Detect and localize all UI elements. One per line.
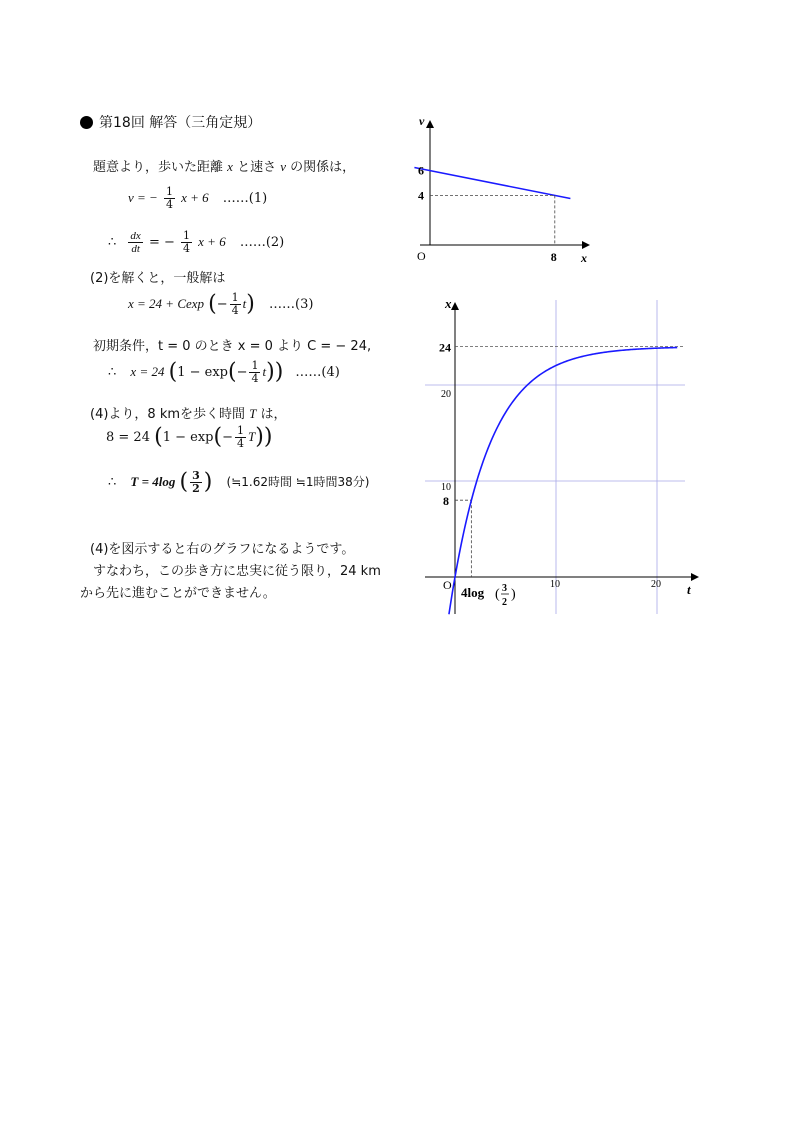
- velocity-distance-chart: [405, 110, 605, 270]
- t-tick-20: 20: [651, 579, 661, 590]
- eq3-lhs: x = 24 + Cexp: [128, 296, 205, 311]
- eq2-mid: = −: [148, 235, 175, 250]
- velocity-line: [414, 168, 570, 199]
- para-line-2: すなわち，この歩き方に忠実に従う限り，24 km: [93, 564, 381, 579]
- distance-time-chart: [415, 292, 705, 620]
- eq3-tag: ……(3): [269, 297, 314, 312]
- eq5-paren-open2: (: [213, 424, 223, 450]
- eq6-therefore: ∴: [108, 475, 117, 490]
- eq3-minus: −: [216, 297, 228, 312]
- eq3-fraction: [230, 292, 241, 317]
- time-line: [90, 405, 287, 424]
- eq4-paren-open: (: [168, 359, 178, 385]
- eq6-paren-close: ): [203, 469, 213, 495]
- eq3-num: 1: [231, 291, 239, 304]
- eq6-den: 2: [192, 482, 200, 495]
- x-axis-label: x: [581, 251, 587, 265]
- eq2-tag: ……(2): [239, 235, 285, 250]
- t-axis-label: t: [687, 582, 691, 597]
- x-tick-20: 20: [441, 389, 451, 400]
- eq5-inner: 1 − exp: [162, 430, 214, 445]
- eq5-paren-close: )): [255, 424, 273, 450]
- equation-3: [128, 292, 313, 317]
- eq1-num: 1: [165, 185, 173, 198]
- x-tick-24: 24: [439, 340, 451, 355]
- x-tick-8: 8: [550, 250, 557, 264]
- equation-1: [128, 186, 267, 211]
- eq2-num2: 1: [183, 229, 191, 242]
- eq2-num: dx: [130, 230, 141, 242]
- v-tick-4: 4: [418, 188, 424, 203]
- v-axis-label: v: [419, 114, 425, 128]
- equation-4: [108, 360, 340, 385]
- eq4-fraction: [249, 360, 260, 385]
- equation-6: [108, 470, 369, 495]
- eq5-paren-open: (: [154, 424, 163, 450]
- para-line-1: (4)を図示すると右のグラフになるようです。: [90, 542, 355, 557]
- eq6-num: 3: [192, 469, 200, 482]
- eq4-t: t: [262, 364, 267, 379]
- t-tick-10: 10: [550, 579, 560, 590]
- time-text-b: は，: [260, 407, 287, 422]
- annotation-4log: 4log: [461, 585, 485, 600]
- eq4-paren-open2: (: [227, 359, 237, 385]
- para-line-3: から先に進むことができません。: [80, 586, 276, 601]
- eq1-fraction: [164, 186, 175, 211]
- eq4-num: 1: [251, 359, 259, 372]
- eq1-tag: ……(1): [222, 191, 268, 206]
- x-tick-10: 10: [441, 482, 451, 493]
- eq2-den2: 4: [183, 242, 191, 255]
- initial-condition-line: 初期条件，t = 0 のとき x = 0 より C = − 24,: [93, 339, 372, 354]
- eq6-note: (≒1.62時間 ≒1時間38分): [226, 475, 370, 489]
- v-tick-6: 6: [418, 163, 424, 178]
- var-v: v: [280, 159, 287, 174]
- intro-text-b: と速さ: [237, 160, 277, 175]
- eq5-lhs: 8 = 24: [106, 430, 150, 445]
- origin-label: O: [417, 249, 426, 263]
- eq6-paren-open: (: [179, 469, 189, 495]
- var-T: T: [249, 406, 257, 421]
- x-tick-8: 8: [443, 494, 449, 509]
- x-axis-label: x: [445, 296, 452, 311]
- equation-5: [106, 425, 272, 450]
- var-x: x: [227, 159, 233, 174]
- section-title: [80, 112, 261, 132]
- eq5-fraction: [235, 425, 246, 450]
- eq3-paren-close: ): [246, 291, 255, 317]
- origin-label: O: [443, 578, 452, 592]
- eq2-fraction: [181, 230, 192, 255]
- eq5-den: 4: [237, 437, 244, 450]
- eq2-derivative: [128, 230, 142, 255]
- intro-text-a: 題意より，歩いた距離: [93, 160, 224, 175]
- time-text-a: (4)より，8 kmを歩く時間: [90, 407, 246, 422]
- title-text: 第18回 解答（三角定規）: [99, 115, 262, 131]
- bullet-icon: [80, 116, 93, 129]
- annotation-paren-open: (: [495, 587, 500, 602]
- eq4-minus: −: [236, 365, 248, 380]
- intro-line: [93, 158, 355, 177]
- eq4-paren-close: )): [266, 359, 284, 385]
- eq4-lhs: x = 24: [130, 364, 165, 379]
- eq2-rhs: x + 6: [198, 234, 226, 249]
- annotation-den: 2: [502, 597, 507, 608]
- annotation-paren-close: ): [511, 587, 516, 602]
- eq6-lhs: T = 4log: [130, 474, 176, 489]
- eq1-rhs: x + 6: [181, 190, 209, 205]
- eq3-den: 4: [231, 304, 239, 317]
- eq5-T: T: [248, 429, 256, 444]
- eq2-therefore: ∴: [108, 235, 117, 250]
- eq5-num: 1: [237, 424, 244, 437]
- equation-2: [108, 230, 284, 255]
- intro-text-c: の関係は，: [290, 160, 356, 175]
- eq3-t: t: [242, 296, 247, 311]
- annotation-num: 3: [502, 583, 507, 594]
- eq6-fraction: [190, 470, 202, 495]
- eq4-den: 4: [251, 372, 259, 385]
- eq1-lhs: v = −: [128, 190, 158, 205]
- eq1-den: 4: [165, 198, 173, 211]
- eq4-inner: 1 − exp: [177, 365, 228, 380]
- eq4-tag: ……(4): [295, 365, 340, 380]
- eq4-therefore: ∴: [108, 365, 117, 380]
- eq5-minus: −: [222, 430, 233, 445]
- eq2-den: dt: [131, 243, 140, 255]
- solve-line: (2)を解くと，一般解は: [90, 271, 226, 286]
- eq3-paren-open: (: [208, 291, 217, 317]
